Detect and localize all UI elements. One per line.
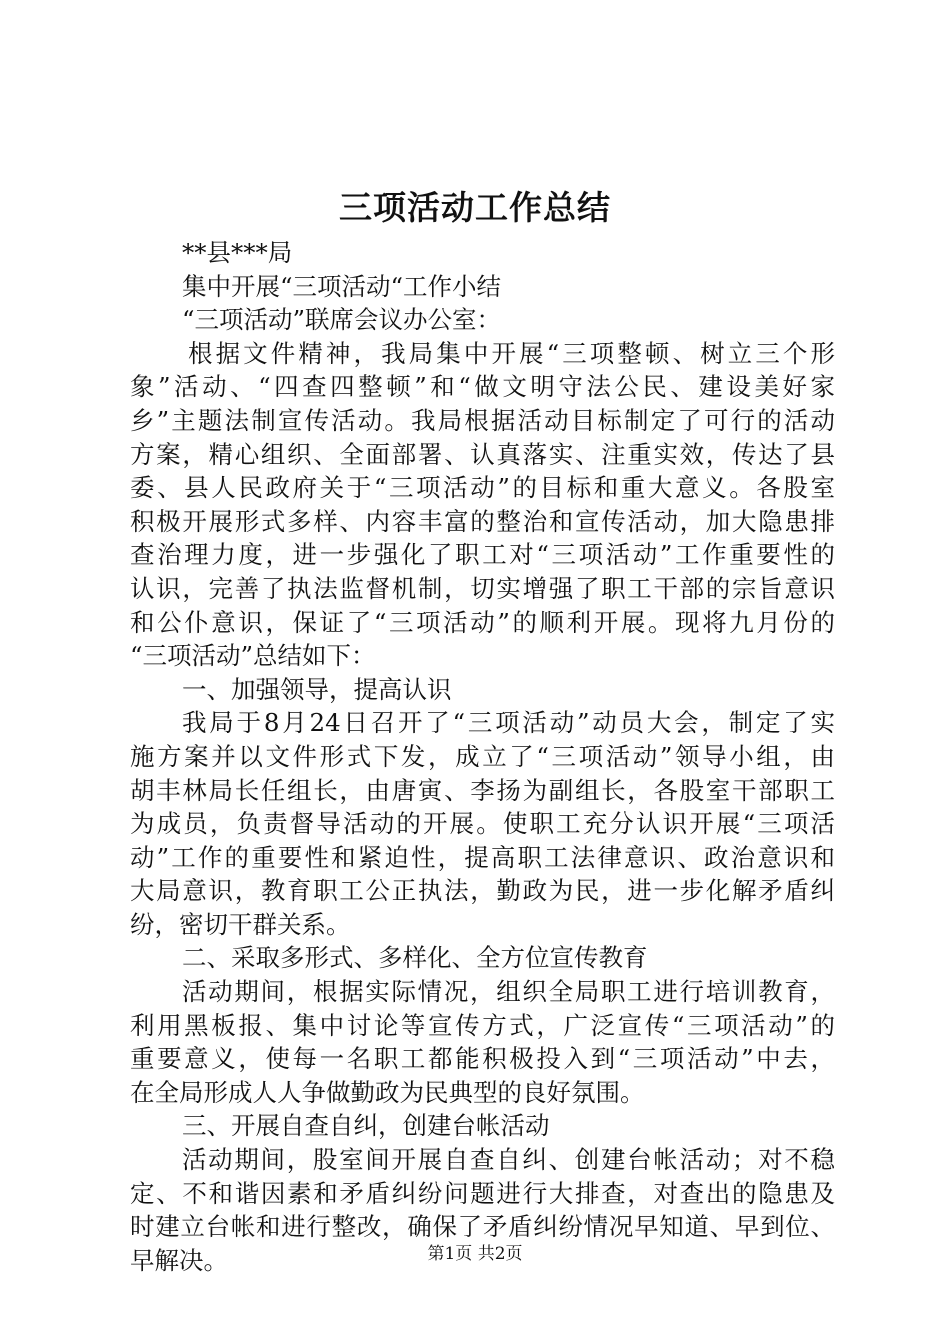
- body-line: 委、县人民政府关于“三项活动”的目标和重大意义。各股室: [130, 473, 835, 503]
- body-line: 早解决。: [130, 1245, 228, 1275]
- body-line: 方案，精心组织、全面部署、认真落实、注重实效，传达了县: [130, 439, 835, 469]
- body-line: “三项活动”联席会议办公室：: [182, 305, 502, 335]
- body-line: 和公仆意识，保证了“三项活动”的顺利开展。现将九月份的: [130, 607, 835, 637]
- body-line: **县***局: [182, 238, 293, 267]
- body-line: 查治理力度，进一步强化了职工对“三项活动”工作重要性的: [130, 540, 835, 570]
- body-line: 象”活动、“四查四整顿”和“做文明守法公民、建设美好家: [130, 372, 835, 402]
- body-line: 施方案并以文件形式下发，成立了“三项活动”领导小组，由: [130, 741, 835, 771]
- body-line: 活动期间，根据实际情况，组织全局职工进行培训教育，: [182, 977, 835, 1007]
- body-line: 积极开展形式多样、内容丰富的整治和宣传活动，加大隐患排: [130, 506, 835, 536]
- body-line: 在全局形成人人争做勤政为民典型的良好氛围。: [130, 1077, 645, 1107]
- body-line: “三项活动”总结如下：: [130, 641, 376, 671]
- page-number: 第1页 共2页: [427, 1244, 523, 1264]
- body-line: 乡”主题法制宣传活动。我局根据活动目标制定了可行的活动: [130, 405, 835, 435]
- document-title: 三项活动工作总结: [339, 188, 611, 227]
- body-line: 重要意义，使每一名职工都能积极投入到“三项活动”中去，: [130, 1044, 835, 1074]
- body-line: 二、采取多形式、多样化、全方位宣传教育: [182, 943, 648, 973]
- body-line: 我局于8月24日召开了“三项活动”动员大会，制定了实: [182, 708, 835, 738]
- document-body: [130, 236, 835, 1277]
- body-line: 为成员，负责督导活动的开展。使职工充分认识开展“三项活: [130, 809, 835, 839]
- body-line: 利用黑板报、集中讨论等宣传方式，广泛宣传“三项活动”的: [130, 1010, 835, 1040]
- body-line: 时建立台帐和进行整改，确保了矛盾纠纷情况早知道、早到位、: [130, 1212, 835, 1242]
- body-line: 三、开展自查自纠，创建台帐活动: [182, 1111, 550, 1141]
- body-line: 定、不和谐因素和矛盾纠纷问题进行大排查，对查出的隐患及: [130, 1178, 835, 1208]
- body-line: 根据文件精神，我局集中开展“三项整顿、树立三个形: [188, 338, 835, 368]
- body-line: 集中开展“三项活动“工作小结: [182, 271, 502, 301]
- body-line: 一、加强领导，提高认识: [182, 674, 452, 704]
- body-line: 动”工作的重要性和紧迫性，提高职工法律意识、政治意识和: [130, 842, 835, 872]
- body-line: 纷，密切干群关系。: [130, 909, 351, 939]
- body-line: 胡丰林局长任组长，由唐寅、李扬为副组长，各股室干部职工: [130, 775, 835, 805]
- body-line: 大局意识，教育职工公正执法，勤政为民，进一步化解矛盾纠: [130, 876, 835, 906]
- body-line: 活动期间，股室间开展自查自纠、创建台帐活动；对不稳: [182, 1145, 835, 1175]
- body-line: 认识，完善了执法监督机制，切实增强了职工干部的宗旨意识: [130, 573, 835, 603]
